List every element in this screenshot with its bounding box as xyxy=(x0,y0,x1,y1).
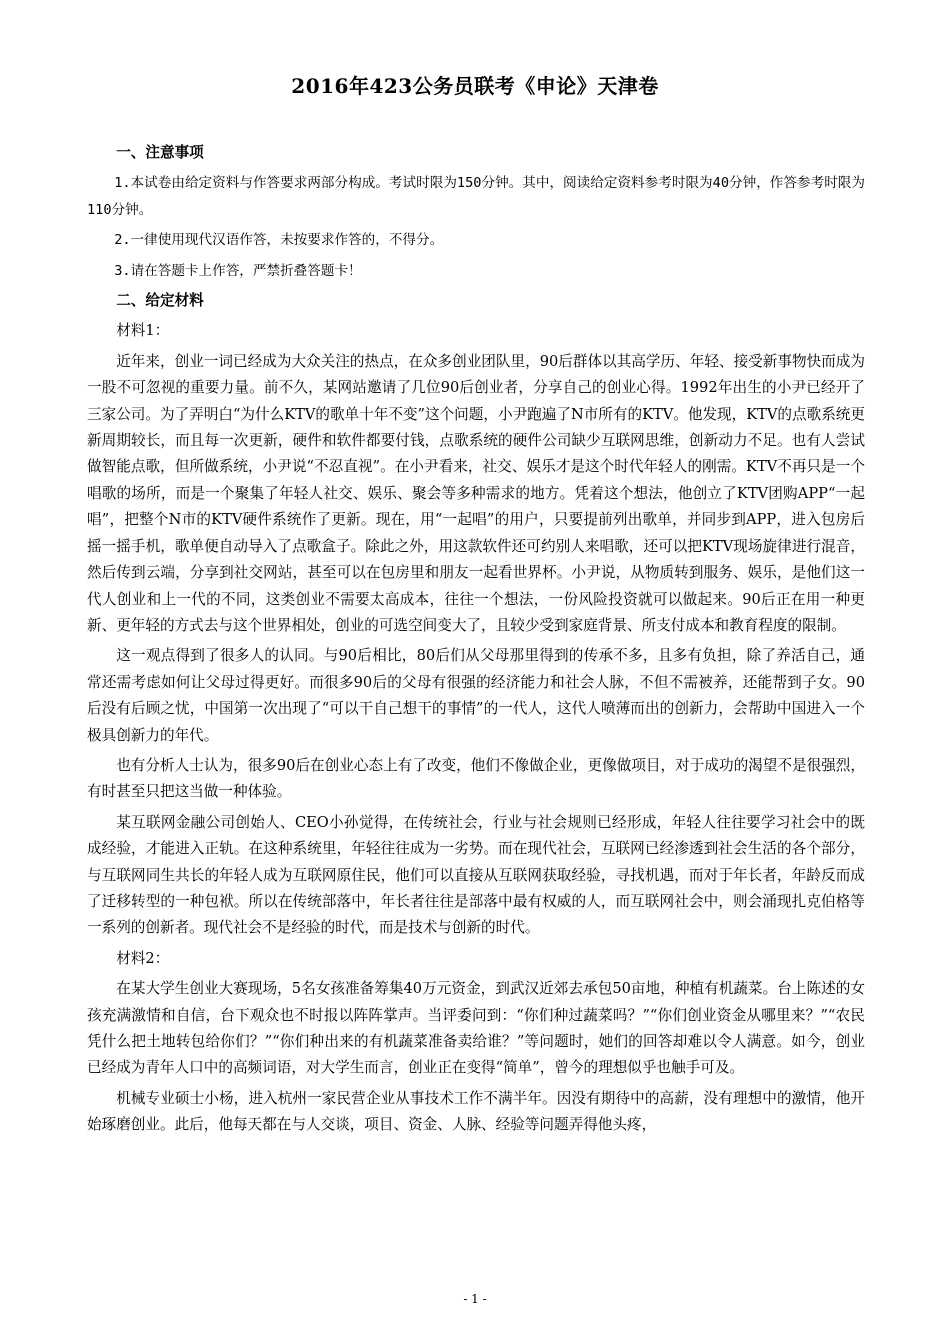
paragraph: 某互联网金融公司创始人、CEO小孙觉得，在传统社会，行业与社会规则已经形成，年轻人往往要学习社会中的既成经验，才能进入正轨。在这种系统里，年轻往往成为一劣势。而在现代社会，互联网已经渗透到社会生活的各个部分，与互联网同生共长的年轻人成为互联网原住民，他们可以直接从互联网获取经验，寻找机遇，而对于年长者，年龄反而成了迁移转型的一种包袱。所以在传统部落中，年长者往往是部落中最有权威的人，而互联网社会中，则会涌现扎克伯格等一系列的创新者。现代社会不是经验的时代，而是技术与创新的时代。 xyxy=(87,813,865,937)
paragraph: 这一观点得到了很多人的认同。与90后相比，80后们从父母那里得到的传承不多，且多有负担，除了养活自己，通常还需考虑如何让父母过得更好。而很多90后的父母有很强的经济能力和社会人脉，不但不需被养，还能帮到子女。90后没有后顾之忧，中国第一次出现了“可以干自己想干的事情”的一代人，这代人喷薄而出的创新力，会帮助中国进入一个极具创新力的年代。 xyxy=(87,647,865,744)
page-number: - 1 - xyxy=(463,1292,487,1306)
section-heading-notice: 一、注意事项 xyxy=(116,144,204,161)
material-label: 材料1： xyxy=(116,322,170,340)
notice-item: 1.本试卷由给定资料与作答要求两部分构成。考试时限为150分钟。其中，阅读给定资料参考时限为40分钟，作答参考时限为110分钟。 xyxy=(87,175,865,218)
document-body xyxy=(87,140,865,1143)
paragraph: 近年来，创业一词已经成为大众关注的热点，在众多创业团队里，90后群体以其高学历、年轻、接受新事物快而成为一股不可忽视的重要力量。前不久，某网站邀请了几位90后创业者，分享自己的创业心得。1992年出生的小尹已经开了三家公司。为了弄明白“为什么KTV的歌单十年不变”这个问题，小尹跑遍了N市所有的KTV。他发现，KTV的点歌系统更新周期较长，而且每一次更新，硬件和软件都要付钱，点歌系统的硬件公司缺少互联网思维，创新动力不足。也有人尝试做智能点歌，但所做系统，小尹说“不忍直视”。在小尹看来，社交、娱乐才是这个时代年轻人的刚需。KTV不再只是一个唱歌的场所，而是一个聚集了年轻人社交、娱乐、聚会等多种需求的地方。凭着这个想法，他创立了KTV团购APP“一起唱”，把整个N市的KTV硬件系统作了更新。现在，用“一起唱”的用户，只要提前列出歌单，并同步到APP，进入包房后摇一摇手机，歌单便自动导入了点歌盒子。除此之外，用这款软件还可约别人来唱歌，还可以把KTV现场旋律进行混音，然后传到云端，分享到社交网站，甚至可以在包房里和朋友一起看世界杯。小尹说，从物质转到服务、娱乐，是他们这一代人创业和上一代的不同，这类创业不需要太高成本，往往一个想法，一份风险投资就可以做起来。90后正在用一种更新、更年轻的方式去与这个世界相处，创业的可选空间变大了，且较少受到家庭背景、所支付成本和教育程度的限制。 xyxy=(87,352,865,634)
paragraph: 在某大学生创业大赛现场，5名女孩准备筹集40万元资金，到武汉近郊去承包50亩地，种植有机蔬菜。台上陈述的女孩充满激情和自信，台下观众也不时报以阵阵掌声。当评委问到：“你们种过蔬菜吗？”“你们创业资金从哪里来？”“农民凭什么把土地转包给你们？”“你们种出来的有机蔬菜准备卖给谁？”等问题时，她们的回答却难以令人满意。如今，创业已经成为青年人口中的高频词语，对大学生而言，创业正在变得“简单”，曾今的理想似乎也触手可及。 xyxy=(87,980,865,1077)
document-title: 2016年423公务员联考《申论》天津卷 xyxy=(291,74,659,98)
paragraph: 机械专业硕士小杨，进入杭州一家民营企业从事技术工作不满半年。因没有期待中的高薪，没有理想中的激情，他开始琢磨创业。此后，他每天都在与人交谈，项目、资金、人脉、经验等问题弄得他头疼， xyxy=(87,1089,865,1134)
notice-item: 3.请在答题卡上作答，严禁折叠答题卡！ xyxy=(114,262,362,279)
material-label: 材料2： xyxy=(116,949,170,967)
section-heading-materials: 二、给定材料 xyxy=(116,292,204,310)
paragraph: 也有分析人士认为，很多90后在创业心态上有了改变，他们不像做企业，更像做项目，对于成功的渴望不是很强烈，有时甚至只把这当做一种体验。 xyxy=(87,756,865,801)
notice-item: 2.一律使用现代汉语作答，未按要求作答的，不得分。 xyxy=(114,232,444,249)
